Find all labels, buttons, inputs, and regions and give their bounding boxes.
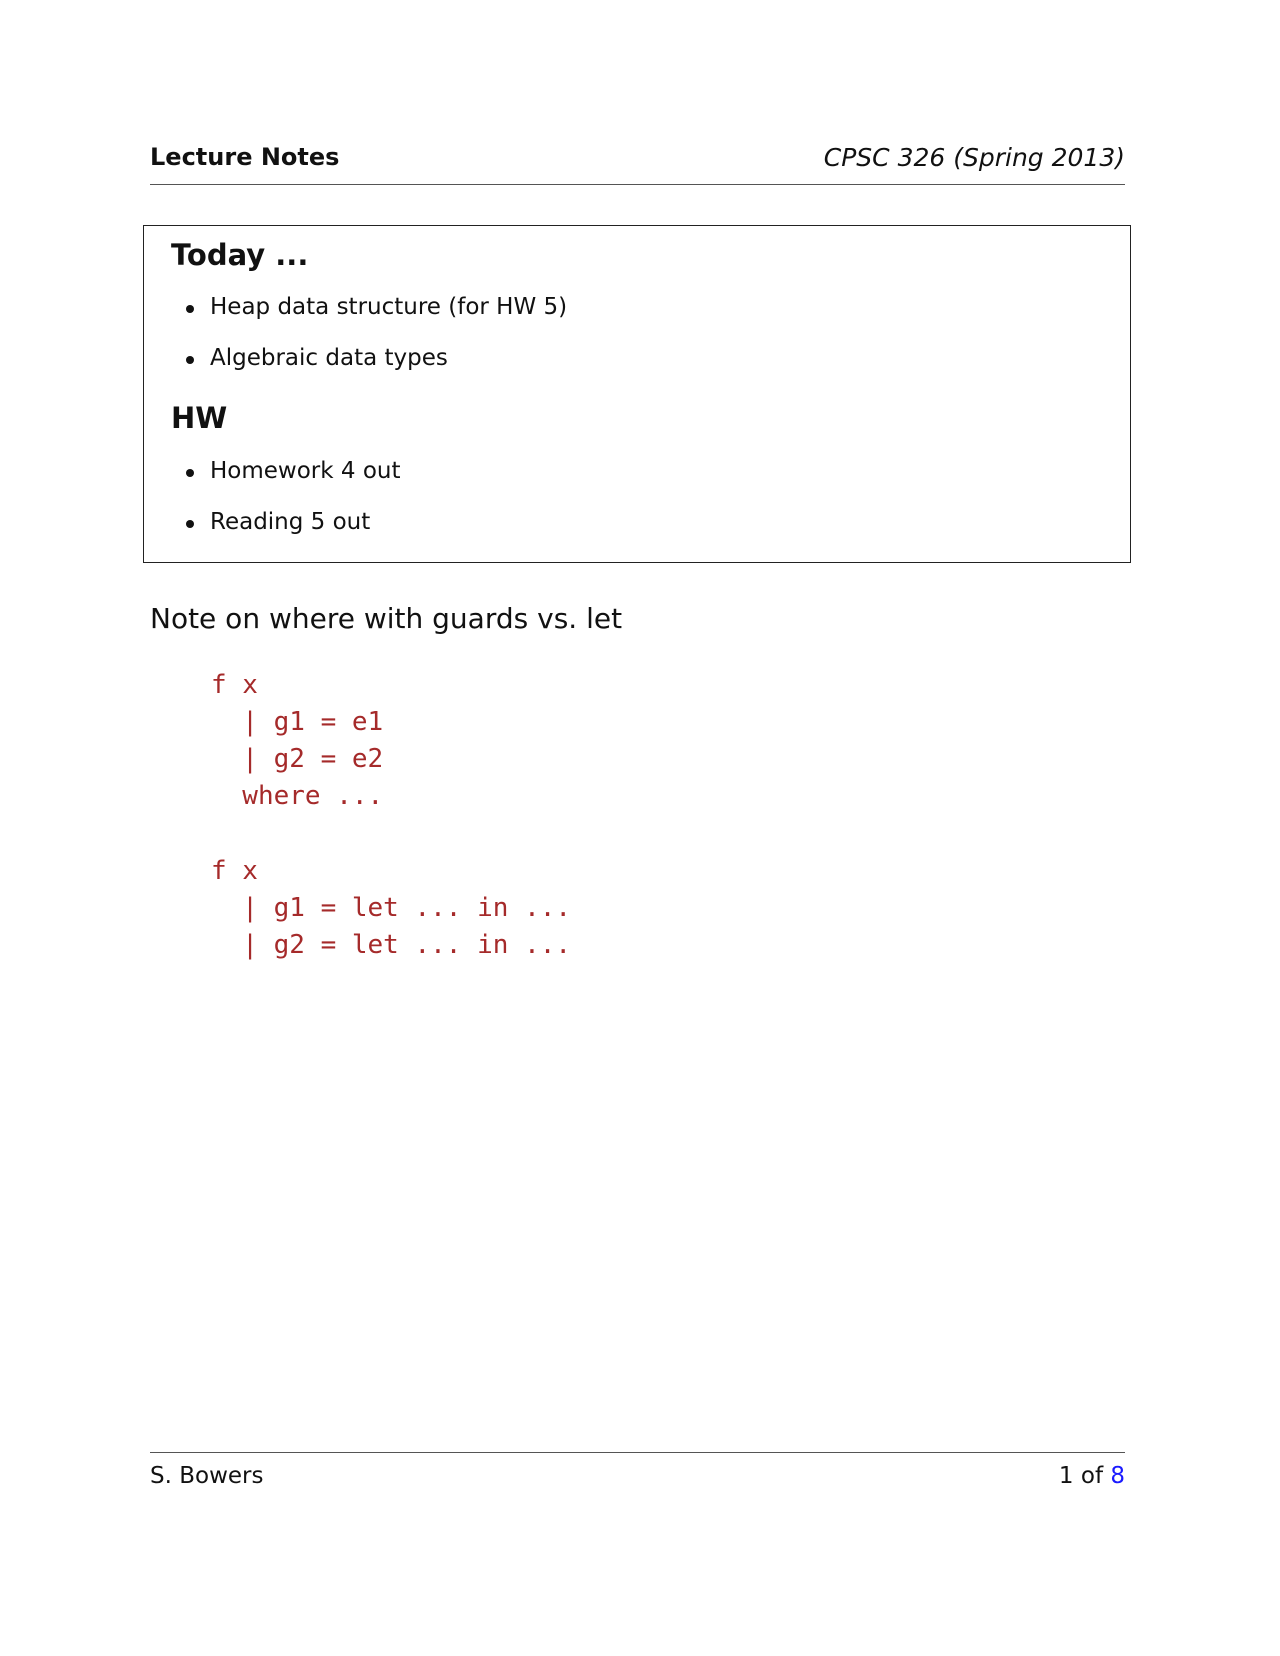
code-block-let: f x | g1 = let ... in ... | g2 = let ... in ... — [211, 856, 572, 960]
list-item-text: Algebraic data types — [210, 345, 448, 371]
footer-rule — [150, 1452, 1125, 1453]
bullet-icon — [186, 469, 194, 477]
header-rule — [150, 184, 1125, 185]
bullet-icon — [186, 520, 194, 528]
list-item — [186, 345, 567, 396]
list-item — [186, 294, 567, 345]
header-left-title: Lecture Notes — [150, 143, 340, 171]
summary-box — [143, 225, 1131, 563]
code-block-where: f x | g1 = e1 | g2 = e2 where ... — [211, 670, 384, 811]
bullet-icon — [186, 305, 194, 313]
list-item — [186, 509, 401, 560]
today-list — [186, 294, 567, 396]
list-item-text: Heap data structure (for HW 5) — [210, 294, 568, 320]
note-paragraph: Note on where with guards vs. let — [150, 602, 623, 635]
bullet-icon — [186, 356, 194, 364]
footer-author: S. Bowers — [150, 1463, 264, 1489]
hw-list — [186, 458, 401, 560]
page-header — [150, 143, 1125, 183]
page-prefix: 1 of — [1058, 1463, 1111, 1489]
list-item-text: Reading 5 out — [210, 509, 371, 535]
page-total-link[interactable]: 8 — [1110, 1463, 1125, 1489]
header-right-title: CPSC 326 (Spring 2013) — [823, 143, 1125, 172]
footer-page-number — [1059, 1463, 1125, 1489]
today-heading: Today ... — [171, 238, 309, 272]
list-item-text: Homework 4 out — [210, 458, 401, 484]
list-item — [186, 458, 401, 509]
hw-heading: HW — [171, 401, 228, 435]
